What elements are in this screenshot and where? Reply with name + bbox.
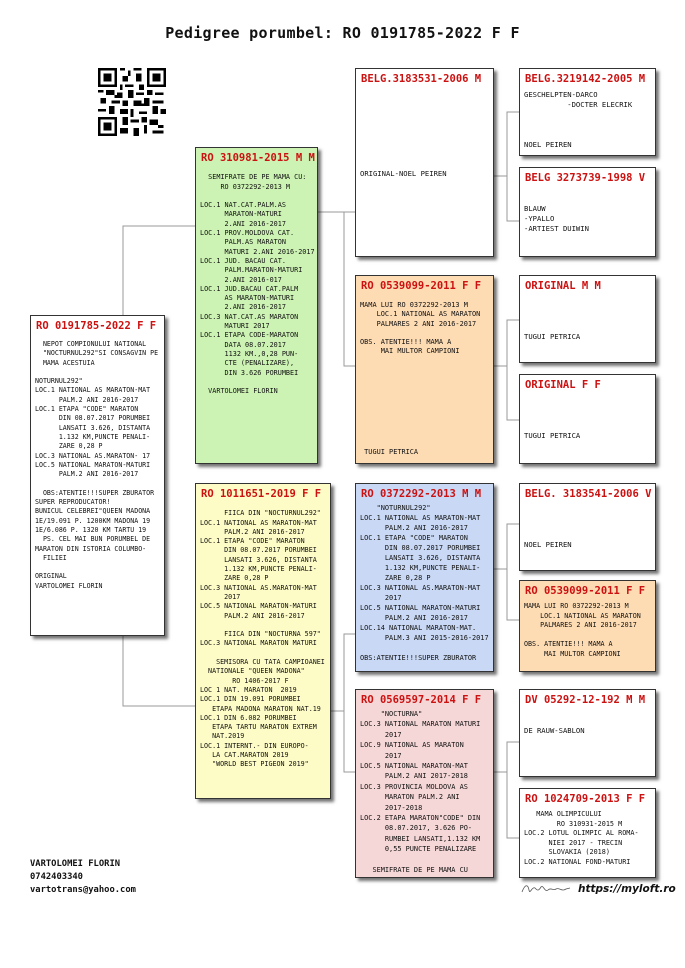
ddd-ring-number: RO 1024709-2013 F F bbox=[525, 793, 646, 805]
sire-dam-ring-number: RO 0539099-2011 F F bbox=[361, 280, 482, 292]
subject-ring-number: RO 0191785-2022 F F bbox=[36, 320, 157, 332]
pedigree-sss-box bbox=[519, 68, 656, 156]
pedigree-dam-dam-box bbox=[355, 689, 494, 878]
pedigree-sdd-box bbox=[519, 374, 656, 464]
ssd-ring-number: BELG 3273739-1998 V bbox=[525, 172, 646, 184]
dds-details: DE RAUW-SABLON bbox=[524, 726, 585, 735]
page-title: Pedigree porumbel: RO 0191785-2022 F F bbox=[165, 24, 520, 42]
ssd-details: BLAUW -YPALLO -ARTIEST DUIWIN bbox=[524, 204, 589, 233]
dam-dam-ring-number: RO 0569597-2014 F F bbox=[361, 694, 482, 706]
pedigree-ddd-box bbox=[519, 788, 656, 878]
dsd-ring-number: RO 0539099-2011 F F bbox=[525, 585, 646, 597]
sds-details: TUGUI PETRICA bbox=[524, 332, 581, 341]
sire-dam-details: MAMA LUI RO 0372292-2013 M LOC.1 NATIONAL AS MARATON PALMARES 2 ANI 2016-2017 OBS. ATENTIE!!! MAMA A MAI MULTOR CAMPIONI TUGUI PETRICA bbox=[360, 301, 481, 457]
pedigree-sire-box bbox=[195, 147, 318, 464]
pedigree-dam-box bbox=[195, 483, 331, 799]
sdd-ring-number: ORIGINAL F F bbox=[525, 379, 601, 391]
pedigree-dam-sire-box bbox=[355, 483, 494, 672]
sss-details: GESCHELPTEN-DARCO -DOCTER ELECRIK NOEL PEIREN bbox=[524, 90, 633, 149]
dss-ring-number: BELG. 3183541-2006 V bbox=[525, 488, 652, 500]
sdd-details: TUGUI PETRICA bbox=[524, 431, 581, 440]
sds-ring-number: ORIGINAL M M bbox=[525, 280, 601, 292]
website-link[interactable]: https://myloft.ro bbox=[578, 883, 676, 895]
sire-details: SEMIFRATE DE PE MAMA CU: RO 0372292-2013 M LOC.1 NAT.CAT.PALM.AS MARATON-MATURI 2.ANI 2016-2017 LOC.1 PROV.MOLDOVA CAT. PALM.AS MARATON MATURI 2.ANI 2016-2017 LOC.1 JUD. BACAU CAT. PALM.MARATON-MATURI 2.ANI 2016-017 LOC.1 JUD.BACAU CAT.PALM AS MARATON-MATURI 2.ANI 2016-2017 LOC.3 NAT.CAT.AS MARATON MATURI 2017 LOC.1 ETAPA CODE-MARATON DATA 08.07.2017 1132 KM.,0,28 PUN- CTE (PENALIZARE), DIN 3.626 PORUMBEI VARTOLOMEI FLORIN bbox=[200, 173, 315, 396]
dsd-details: MAMA LUI RO 0372292-2013 M LOC.1 NATIONAL AS MARATON PALMARES 2 ANI 2016-2017 OBS. ATENTIE!!! MAMA A MAI MULTOR CAMPIONI bbox=[524, 602, 641, 658]
sire-sire-ring-number: BELG.3183531-2006 M bbox=[361, 73, 482, 85]
pedigree-sire-sire-box bbox=[355, 68, 494, 257]
dam-details: FIICA DIN "NOCTURNUL292" LOC.1 NATIONAL AS MARATON-MAT PALM.2 ANI 2016-2017 LOC.1 ETAPA "CODE" MARATON DIN 08.07.2017 PORUMBEI LANSATI 3.626, DISTANTA 1.132 KM,PUNCTE PENALI- ZARE 0,28 P LOC.3 NATIONAL AS.MARATON-MAT 2017 LOC.5 NATIONAL MARATON-MATURI PALM.2 ANI 2016-2017 FIICA DIN "NOCTURNA 597" LOC.3 NATIONAL MARATON MATURI SEMISORA CU TATA CAMPIOANEI NATIONALE "QUEEN MADONA" RO 1406-2017 F LOC 1 NAT. MARATON 2019 LOC.1 DIN 19.091 PORUMBEI ETAPA MADONA MARATON NAT.19 LOC.1 DIN 6.082 PORUMBEI ETAPA TARTU MARATON EXTREM NAT.2019 LOC.1 INTERNT.- DIN EUROPO- LA CAT.MARATON 2019 "WORLD BEST PIGEON 2019" bbox=[200, 509, 325, 769]
pedigree-sire-dam-box bbox=[355, 275, 494, 464]
dam-ring-number: RO 1011651-2019 F F bbox=[201, 488, 322, 500]
pedigree-ssd-box bbox=[519, 167, 656, 257]
subject-details: NEPOT COMPIONULUI NATIONAL "NOCTURNUL292"SI CONSAGVIN PE MAMA ACESTUIA NOTURNUL292" LOC.1 NATIONAL AS MARATON-MAT PALM.2 ANI 2016-2017 LOC.1 ETAPA "CODE" MARATON DIN 08.07.2017 PORUMBEI LANSATI 3.626, DISTANTA 1.132 KM,PUNCTE PENALI- ZARE 0,28 P LOC.3 NATIONAL AS.MARATON- 17 LOC.5 NATIONAL MARATON-MATURI PALM.2 ANI 2016-2017 OBS:ATENTIE!!!SUPER ZBURATOR SUPER REPRODUCATOR! BUNICUL CELEBREI"QUEEN MADONA 1E/19.091 P. 1200KM MADONA 19 1E/6.086 P. 1320 KM TARTU 19 PS. CEL MAI BUN PORUMBEL DE MARATON DIN ISTORIA COLUMBO- FILIEI ORIGINAL VARTOLOMEI FLORIN bbox=[35, 340, 159, 590]
sss-ring-number: BELG.3219142-2005 M bbox=[525, 73, 646, 85]
pedigree-dss-box bbox=[519, 483, 656, 571]
signature-icon bbox=[520, 880, 572, 898]
dss-details: NOEL PEIREN bbox=[524, 540, 572, 549]
pedigree-sds-box bbox=[519, 275, 656, 363]
dam-sire-ring-number: RO 0372292-2013 M M bbox=[361, 488, 482, 500]
breeder-contact: VARTOLOMEI FLORIN 0742403340 vartotrans@yahoo.com bbox=[30, 859, 136, 895]
dds-ring-number: DV 05292-12-192 M M bbox=[525, 694, 646, 706]
pedigree-subject-box bbox=[30, 315, 165, 636]
sire-sire-details: ORIGINAL-NOEL PEIREN bbox=[360, 168, 447, 178]
pedigree-dsd-box bbox=[519, 580, 656, 672]
dam-dam-details: "NOCTURNA" LOC.3 NATIONAL MARATON MATURI 2017 LOC.9 NATIONAL AS MARATON 2017 LOC.5 NATIONAL MARATON-MAT PALM.2 ANI 2017-2018 LOC.3 PROVINCIA MOLDOVA AS MARATON PALM.2 ANI 2017-2018 LOC.2 ETAPA MARATON"CODE" DIN 08.07.2017, 3.626 PO- RUMBEI LANSATI,1.132 KM 0,55 PUNCTE PENALIZARE SEMIFRATE DE PE MAMA CU bbox=[360, 710, 481, 875]
sire-ring-number: RO 310981-2015 M M bbox=[201, 152, 315, 164]
dam-sire-details: "NOTURNUL292" LOC.1 NATIONAL AS MARATON-MAT PALM.2 ANI 2016-2017 LOC.1 ETAPA "CODE" MARATON DIN 08.07.2017 PORUMBEI LANSATI 3.626, DISTANTA 1.132 KM,PUNCTE PENALI- ZARE 0,28 P LOC.3 NATIONAL AS.MARATON-MAT 2017 LOC.5 NATIONAL MARATON-MATURI PALM.2 ANI 2016-2017 LOC.14 NATIONAL MARATON-MAT. PALM.3 ANI 2015-2016-2017 OBS:ATENTIE!!!SUPER ZBURATOR bbox=[360, 504, 489, 662]
pedigree-dds-box bbox=[519, 689, 656, 777]
ddd-details: MAMA OLIMPICULUI RO 310931-2015 M LOC.2 LOTUL OLIMPIC AL ROMA- NIEI 2017 - TRECIN SLOVAKIA (2018) LOC.2 NATIONAL FOND-MATURI bbox=[524, 810, 639, 866]
